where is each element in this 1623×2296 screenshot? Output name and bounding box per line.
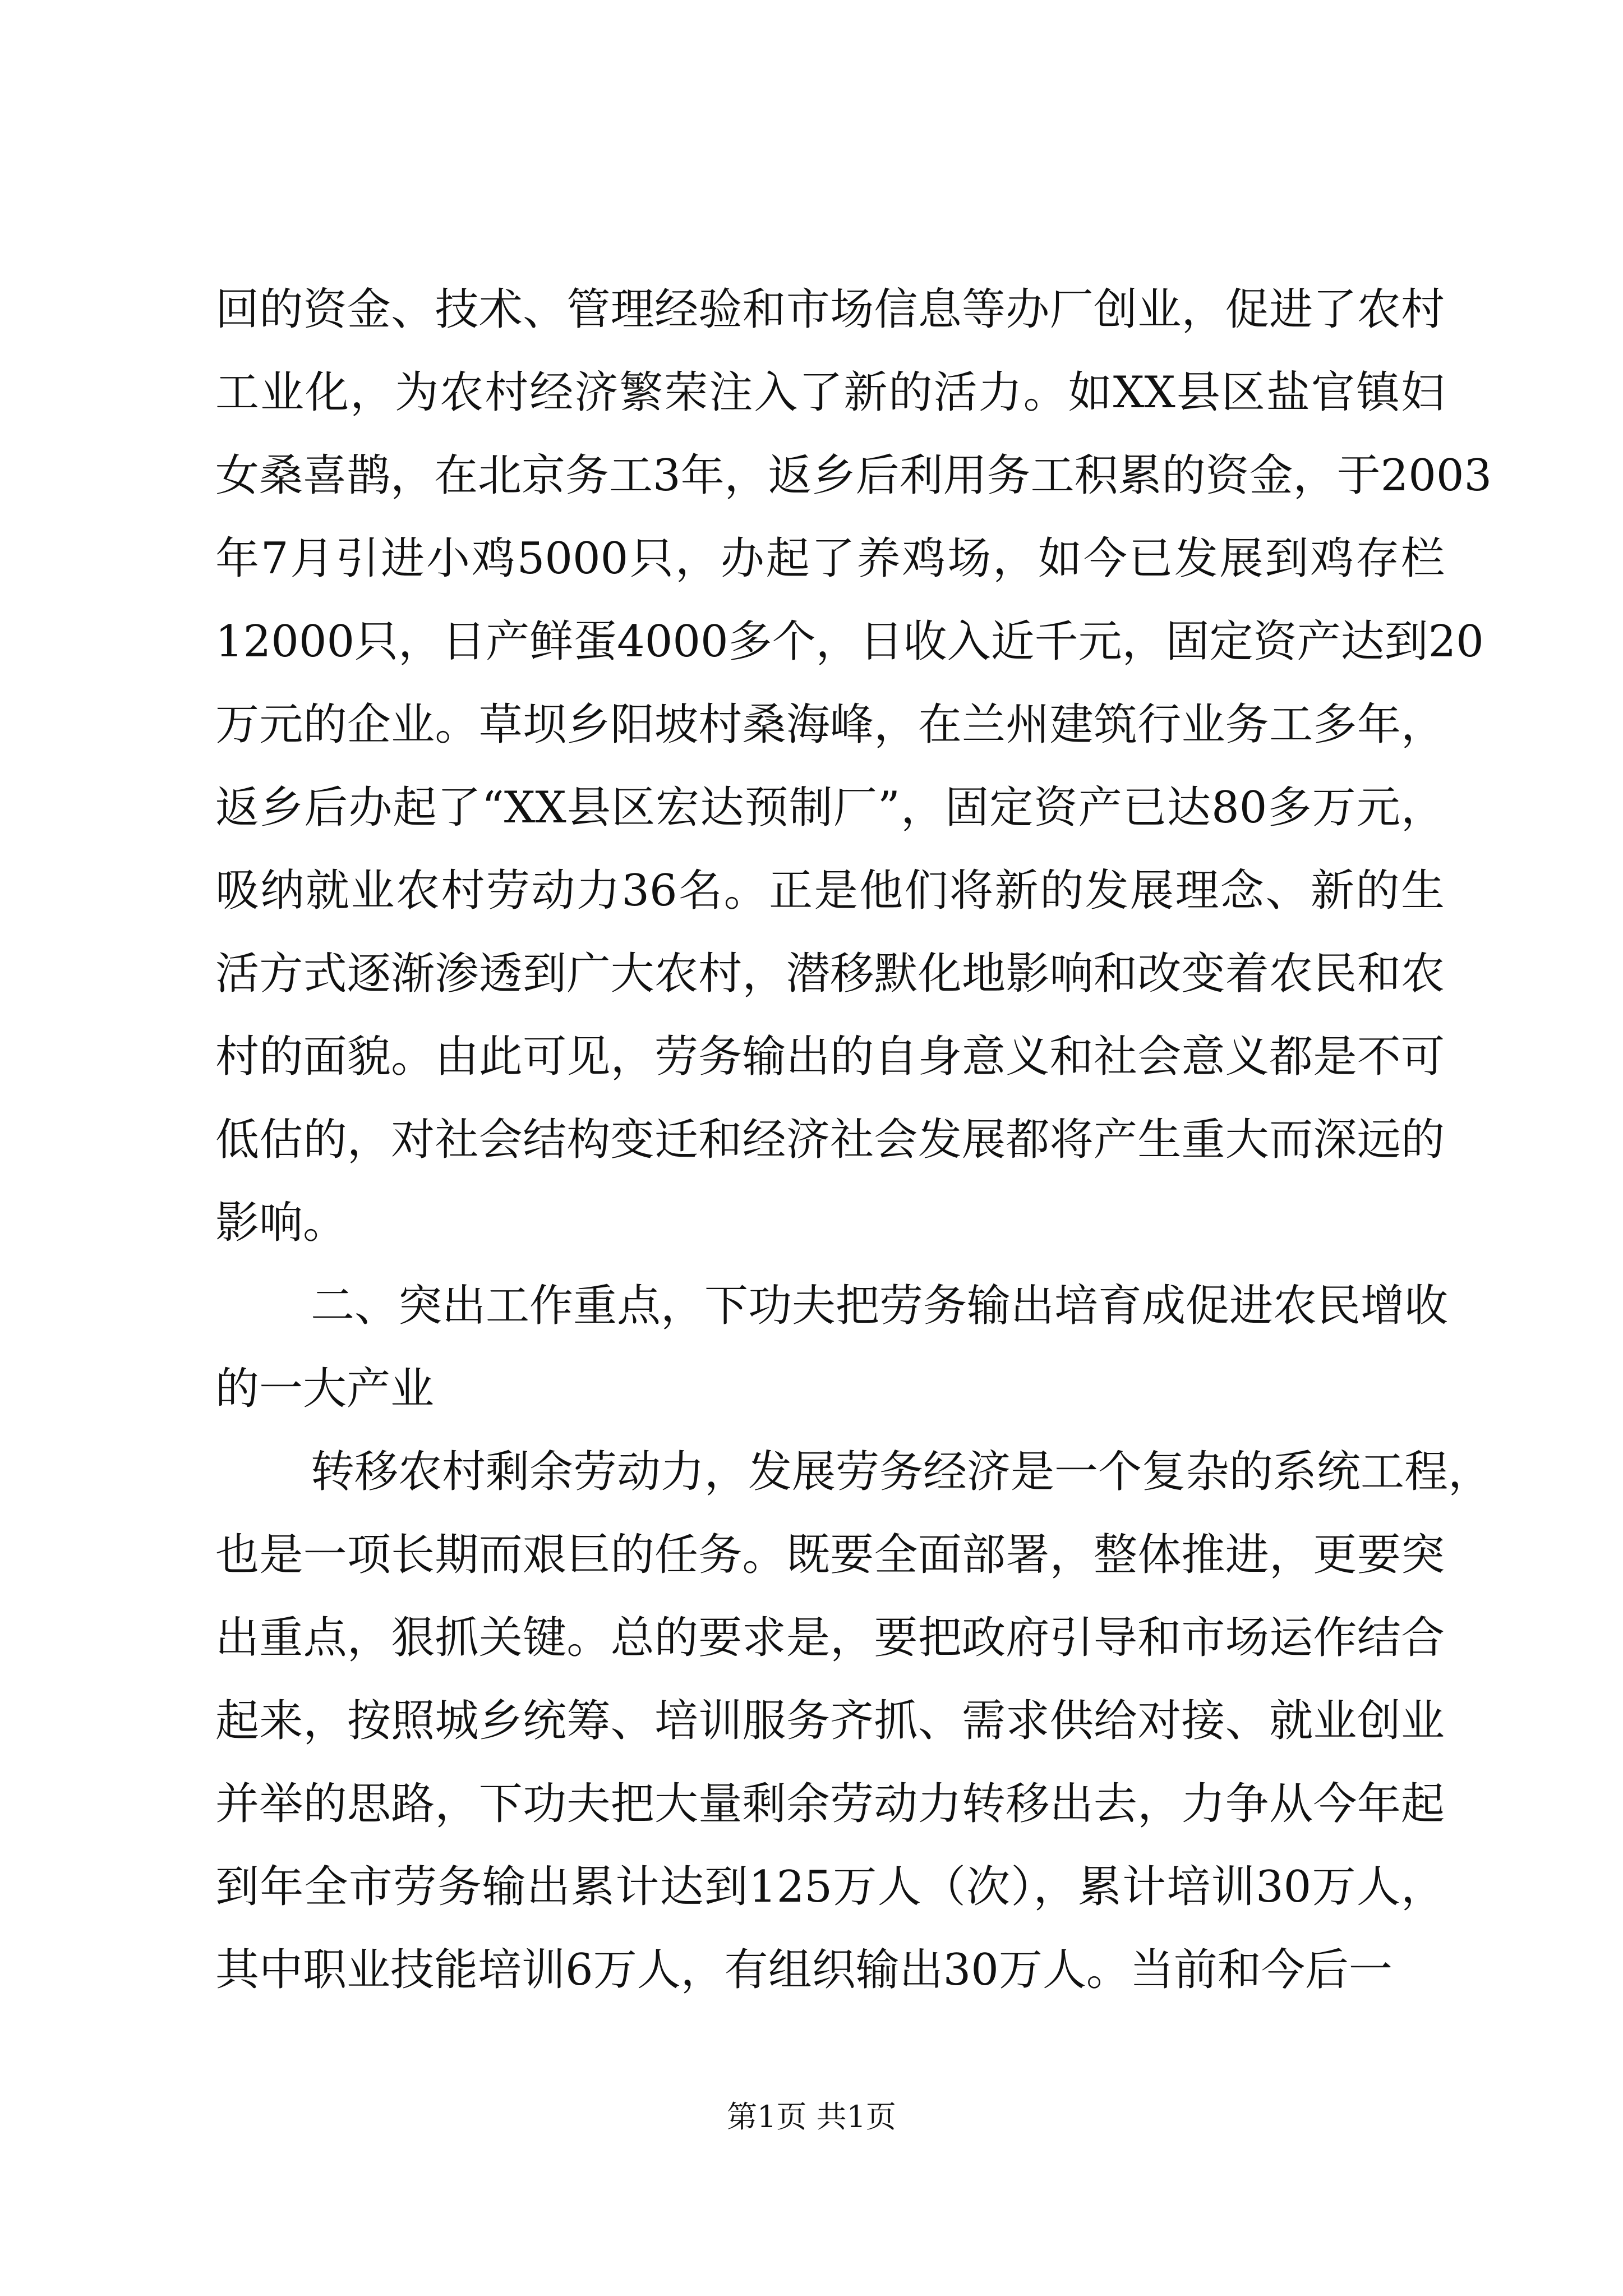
text-line: 村的面貌。由此可见，劳务输出的自身意义和社会意义都是不可 [215, 1032, 1445, 1082]
text-line: 返乡后办起了“XX县区宏达预制厂”，固定资产已达80多万元， [215, 783, 1445, 833]
text-line: 女桑喜鹊，在北京务工3年，返乡后利用务工积累的资金，于2003 [215, 450, 1492, 501]
text-line: 工业化，为农村经济繁荣注入了新的活力。如XX县区盐官镇妇 [215, 367, 1445, 418]
document-body [215, 268, 1492, 2012]
page-footer: 第1页 共1页 [727, 2099, 896, 2134]
text-line: 回的资金、技术、管理经验和市场信息等办厂创业，促进了农村 [215, 284, 1445, 335]
text-line: 出重点，狠抓关键。总的要求是，要把政府引导和市场运作结合 [215, 1613, 1445, 1663]
text-line: 转移农村剩余劳动力，发展劳务经济是一个复杂的系统工程， [311, 1447, 1492, 1497]
text-line: 也是一项长期而艰巨的任务。既要全面部署，整体推进，更要突 [215, 1530, 1445, 1580]
text-line: 活方式逐渐渗透到广大农村，潜移默化地影响和改变着农民和农 [215, 949, 1445, 999]
text-line: 到年全市劳务输出累计达到125万人（次），累计培训30万人， [215, 1862, 1445, 1912]
text-line: 影响。 [215, 1198, 347, 1248]
text-line: 二、突出工作重点，下功夫把劳务输出培育成促进农民增收 [311, 1281, 1449, 1331]
text-line: 年7月引进小鸡5000只，办起了养鸡场，如今已发展到鸡存栏 [215, 533, 1445, 584]
text-line: 低估的，对社会结构变迁和经济社会发展都将产生重大而深远的 [215, 1115, 1445, 1165]
paragraph [215, 1264, 1449, 1430]
paragraph [215, 268, 1492, 1264]
text-line: 万元的企业。草坝乡阳坡村桑海峰，在兰州建筑行业务工多年， [215, 700, 1445, 750]
text-line: 吸纳就业农村劳动力36名。正是他们将新的发展理念、新的生 [215, 866, 1445, 916]
text-line: 12000只，日产鲜蛋4000多个，日收入近千元，固定资产达到20 [215, 616, 1484, 667]
paragraph [215, 1430, 1492, 2012]
text-line: 并举的思路，下功夫把大量剩余劳动力转移出去，力争从今年起 [215, 1779, 1445, 1829]
text-line: 起来，按照城乡统筹、培训服务齐抓、需求供给对接、就业创业 [215, 1696, 1445, 1746]
text-line: 的一大产业 [215, 1364, 435, 1414]
text-line: 其中职业技能培训6万人，有组织输出30万人。当前和今后一 [215, 1945, 1393, 1995]
